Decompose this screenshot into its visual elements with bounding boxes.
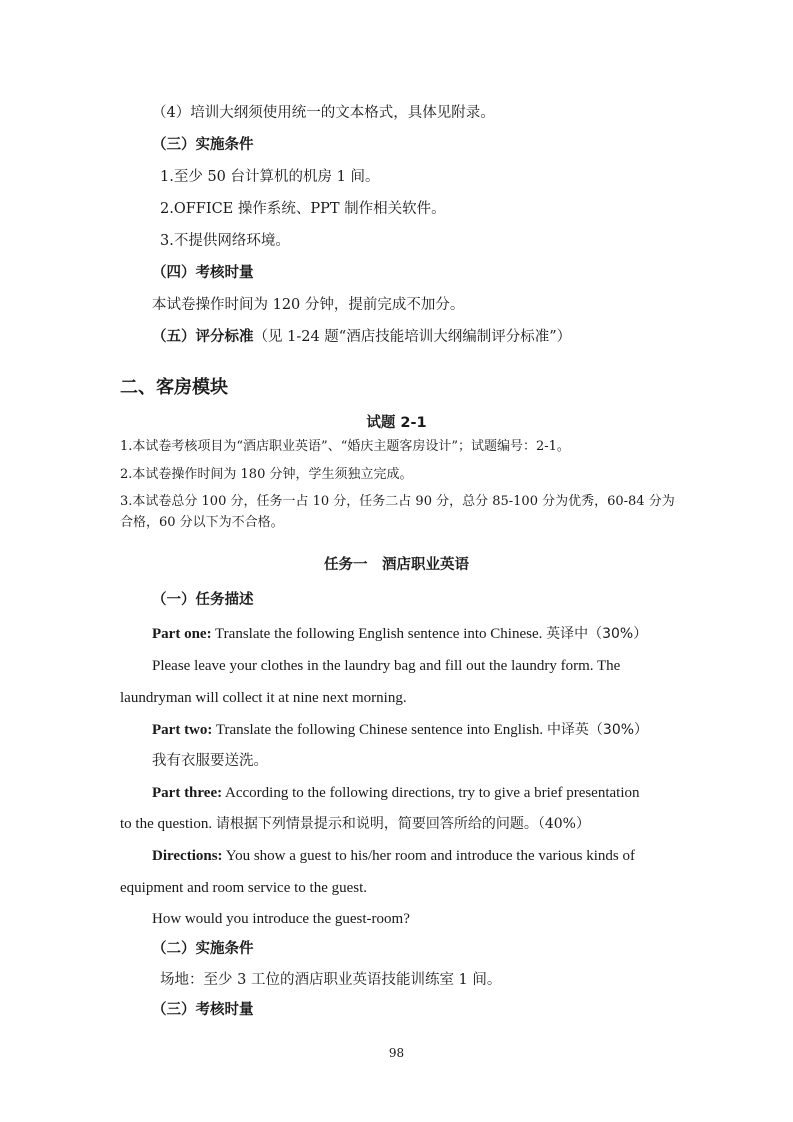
part-three-line-2 [120,814,590,834]
task-sec3-title: （三）考核时量 [152,1002,254,1018]
directions-text: You show a guest to his/her room and introduce the various kinds of [222,848,636,864]
module-2-title: 二、客房模块 [120,377,228,398]
part-two [152,720,648,740]
condition-3: 3.不提供网络环境。 [160,233,290,249]
venue-text: 场地：至少 3 工位的酒店职业英语技能训练室 1 间。 [160,972,502,988]
test-title: 试题 2-1 [366,415,427,431]
condition-1: 1.至少 50 台计算机的机房 1 间。 [160,169,380,185]
part-two-sentence: 我有衣服要送洗。 [152,753,268,769]
question: How would you introduce the guest-room? [152,911,410,927]
part-three-text: According to the following directions, try to give a brief presentation [222,785,640,801]
directions-text-2: equipment and room service to the guest. [120,880,368,896]
part-three-label: Part three: [152,785,223,801]
section-5-title: （五）评分标准 [152,329,254,345]
part-three-cn: 请根据下列情景提示和说明，简要回答所给的问题。（40%） [215,816,590,832]
section-3-title: （三）实施条件 [152,137,254,153]
info-3b: 合格，60 分以下为不合格。 [120,515,284,530]
section-5-rest: （见 1-24 题“酒店技能培训大纲编制评分标准”） [253,329,572,345]
part-one-sentence-2: laundryman will collect it at nine next morning. [120,690,407,706]
section-4-title: （四）考核时量 [152,265,254,281]
part-two-label: Part two: [152,722,213,738]
directions [152,846,635,866]
info-3a: 3.本试卷总分 100 分，任务一占 10 分，任务二占 90 分，总分 85-100 分为优秀，60-84 分为 [120,494,675,509]
time-text: 本试卷操作时间为 120 分钟，提前完成不加分。 [152,297,465,313]
part-two-text: Translate the following Chinese sentence into English. [212,722,547,738]
page-number: 98 [388,1046,405,1060]
task-1-title: 任务一 酒店职业英语 [324,557,469,573]
part-one-sentence-1: Please leave your clothes in the laundry bag and fill out the laundry form. The [152,658,621,674]
part-three-text-2: to the question. [120,816,216,832]
info-2: 2.本试卷操作时间为 180 分钟，学生须独立完成。 [120,467,413,482]
info-1: 1.本试卷考核项目为“酒店职业英语”、“婚庆主题客房设计”；试题编号：2-1。 [120,439,570,454]
directions-label: Directions: [152,848,223,864]
part-one-text: Translate the following English sentence into Chinese. [211,626,547,642]
task-desc-title: （一）任务描述 [152,592,254,608]
item-4: （4）培训大纲须使用统一的文本格式，具体见附录。 [152,105,495,121]
part-one-cn: 英译中（30%） [546,626,648,642]
section-5-line [152,327,571,347]
part-three [152,783,640,803]
part-two-cn: 中译英（30%） [546,722,649,738]
task-sec2-title: （二）实施条件 [152,941,254,957]
part-one-label: Part one: [152,626,212,642]
part-one [152,624,647,644]
condition-2: 2.OFFICE 操作系统、PPT 制作相关软件。 [160,201,446,217]
